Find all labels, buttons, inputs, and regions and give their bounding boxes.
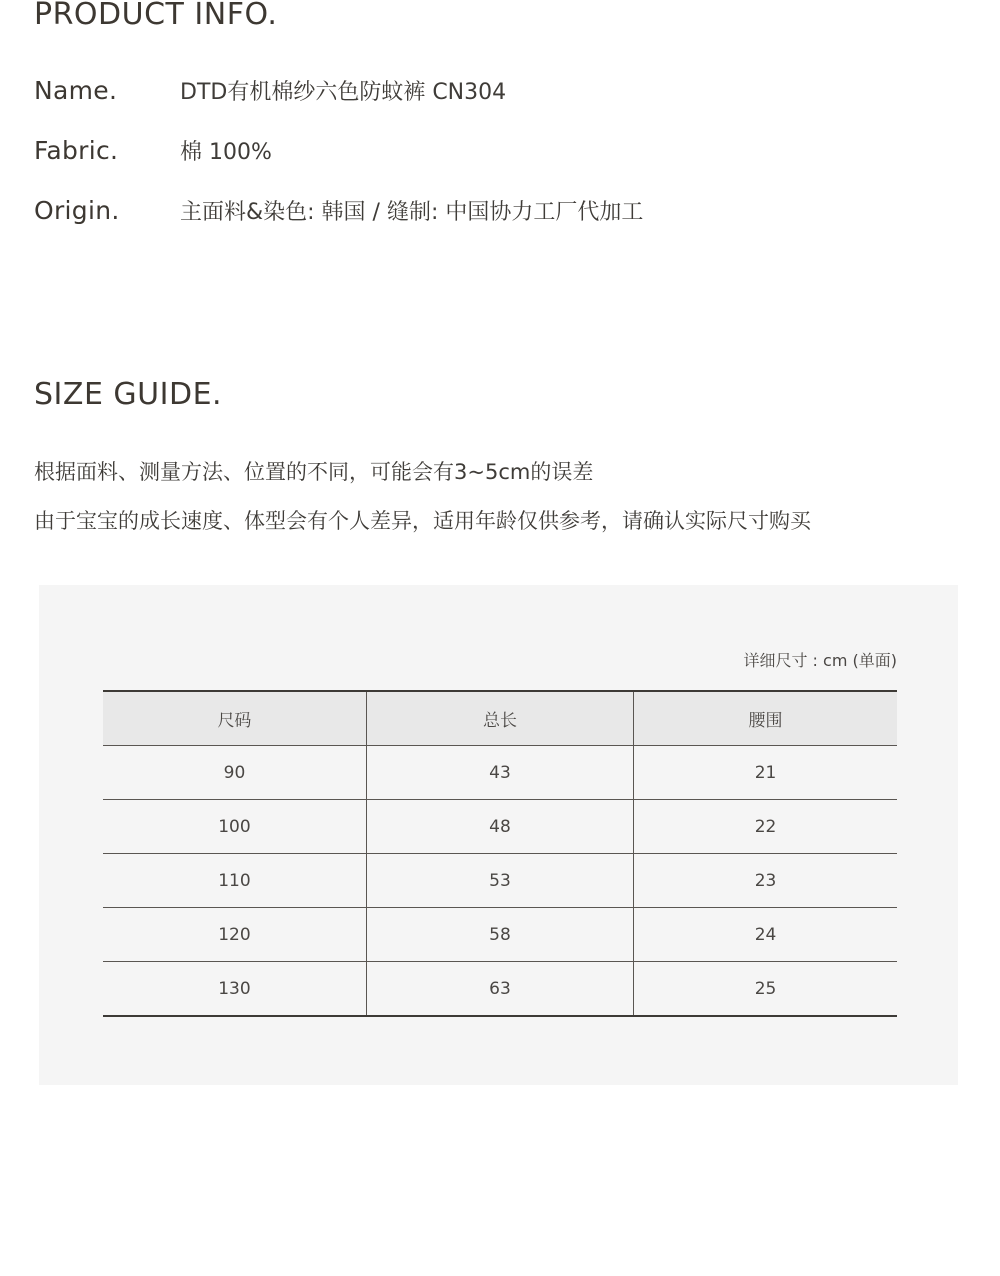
info-value: 主面料&染色: 韩国 / 缝制: 中国协力工厂代加工 [180,199,644,225]
unit-note: 详细尺寸 : cm (单面) [743,651,897,670]
info-value: 棉 100% [180,139,272,165]
table-header-row [103,691,897,746]
product-info-title: PRODUCT INFO. [34,0,278,32]
table-cell: 21 [634,746,897,800]
table-cell: 130 [103,962,366,1017]
table-row [103,746,897,800]
size-note: 根据面料、测量方法、位置的不同，可能会有3~5cm的误差 [34,460,594,484]
info-value: DTD有机棉纱六色防蚊裤 CN304 [180,79,507,105]
table-row [103,800,897,854]
table-row [103,908,897,962]
info-label: Origin. [34,195,120,225]
table-row [103,854,897,908]
size-table-panel [39,585,958,1085]
info-row-fabric [34,132,272,168]
size-guide-title: SIZE GUIDE. [34,377,223,412]
table-cell: 24 [634,908,897,962]
table-cell: 23 [634,854,897,908]
table-cell: 48 [366,800,633,854]
table-cell: 25 [634,962,897,1017]
table-cell: 110 [103,854,366,908]
info-label: Name. [34,75,118,105]
column-header-length: 总长 [366,691,633,746]
table-cell: 120 [103,908,366,962]
table-cell: 100 [103,800,366,854]
info-label: Fabric. [34,135,119,165]
size-note: 由于宝宝的成长速度、体型会有个人差异，适用年龄仅供参考，请确认实际尺寸购买 [34,509,811,533]
column-header-waist: 腰围 [634,691,897,746]
table-cell: 22 [634,800,897,854]
table-cell: 63 [366,962,633,1017]
table-cell: 53 [366,854,633,908]
info-row-name [34,72,506,108]
size-table [103,690,897,1017]
info-row-origin [34,192,643,228]
table-row [103,962,897,1017]
table-cell: 43 [366,746,633,800]
table-cell: 90 [103,746,366,800]
table-cell: 58 [366,908,633,962]
column-header-size: 尺码 [103,691,366,746]
